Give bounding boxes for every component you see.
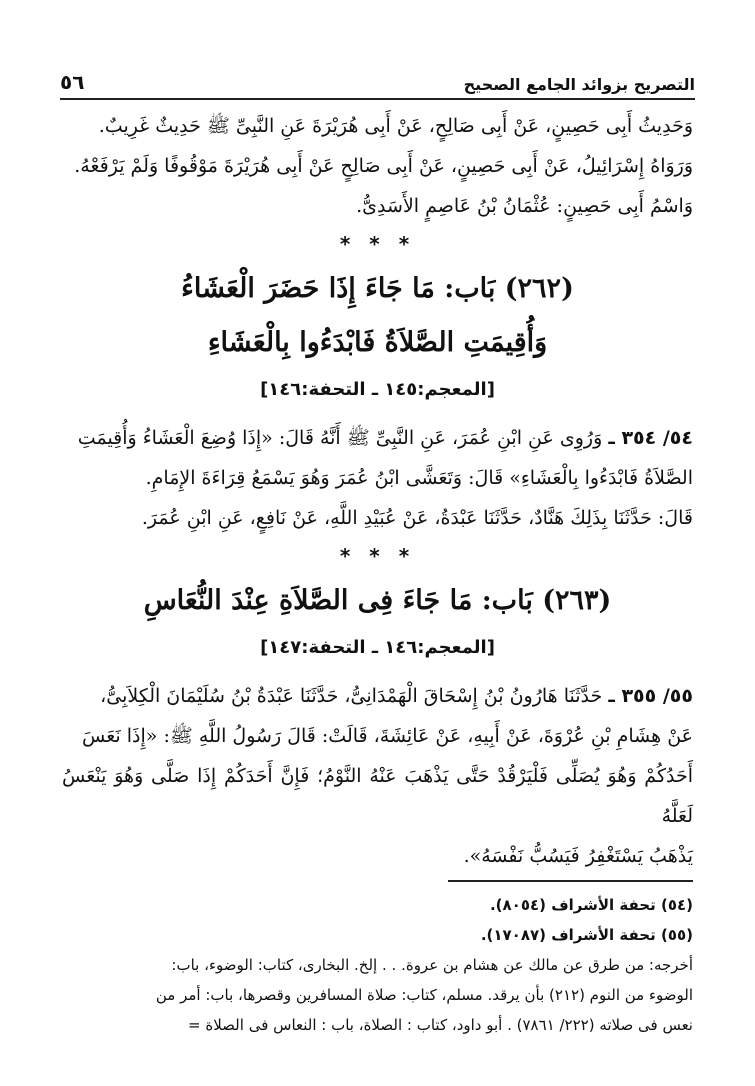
- hadith-number: ٥٤/ ٣٥٤ ـ: [608, 427, 693, 449]
- hadith-text: وَرُوِى عَنِ ابْنِ عُمَرَ، عَنِ النَّبِىِّ ﷺ أَنَّهُ قَالَ: «إِذَا وُضِعَ الْعَشَاءُ وَأُقِيمَتِ: [77, 427, 603, 449]
- footnotes: [62, 880, 693, 1040]
- hadith-354-line-3: قَالَ: حَدَّثَنَا بِذَلِكَ هَنَّادٌ، حَدَّثَنَا عَبْدَةُ، عَنْ عُبَيْدِ اللَّهِ، عَنْ نَافِعٍ، عَنِ ابْنِ عُمَرَ.: [141, 507, 693, 529]
- footnote-body-line-1: أخرجه: من طرق عن مالك عن هشام بن عروة. . . إلخ. البخارى، كتاب: الوضوء، باب:: [171, 956, 693, 974]
- footnote-body-line-2: الوضوء من النوم (٢١٢) بأن يرقد. مسلم، كتاب: صلاة المسافرين وقصرها، باب: أمر من: [155, 986, 693, 1004]
- hadith-number: ٥٥/ ٣٥٥ ـ: [608, 685, 693, 707]
- book-title: التصريح بزوائد الجامع الصحيح: [463, 75, 695, 94]
- hadith-355-line-2: عَنْ هِشَامِ بْنِ عُرْوَةَ، عَنْ أَبِيهِ، عَنْ عَائِشَةَ، قَالَتْ: قَالَ رَسُولُ اللَّهِ ﷺ: «إِذَا نَعَسَ: [82, 725, 693, 747]
- hadith-355-line-1: [62, 676, 693, 716]
- footnote-54: (٥٤) تحفة الأشراف (٨٠٥٤).: [489, 896, 693, 914]
- section-separator: * * *: [339, 232, 416, 256]
- hadith-354-line-2: الصَّلاَةُ فَابْدَءُوا بِالْعَشَاءِ» قَالَ: وَتَعَشَّى ابْنُ عُمَرَ وَهُوَ يَسْمَعُ قِرَاءَةَ الإِمَامِ.: [145, 467, 693, 489]
- hadith-355-line-3: أَحَدُكُمْ وَهُوَ يُصَلِّى فَلْيَرْقُدْ حَتَّى يَذْهَبَ عَنْهُ النَّوْمُ؛ فَإِنَّ أَحَدَكُمْ إِذَا صَلَّى وَهُوَ يَنْعَسُ لَعَلَّهُ: [62, 765, 693, 827]
- section-separator: * * *: [339, 544, 416, 568]
- chapter-reference-262: [المعجم:١٤٥ ـ التحفة:١٤٦]: [260, 379, 495, 400]
- footnote-body-line-3: نعس فى صلاته (٢٢٢/ ٧٨٦١) . أبو داود، كتاب : الصلاة، باب : النعاس فى الصلاة =: [188, 1016, 693, 1034]
- hadith-text: حَدَّثَنَا هَارُونُ بْنُ إِسْحَاقَ الْهَمْدَانِىُّ، حَدَّثَنَا عَبْدَةُ بْنُ سُلَيْمَانَ الْكِلاَبِىُّ،: [100, 685, 603, 707]
- chapter-reference-263: [المعجم:١٤٦ ـ التحفة:١٤٧]: [260, 637, 495, 658]
- intro-line-2: وَرَوَاهُ إِسْرَائِيلُ، عَنْ أَبِى حَصِينٍ، عَنْ أَبِى صَالِحٍ عَنْ أَبِى هُرَيْرَةَ مَوْقُوفًا وَلَمْ يَرْفَعْهُ.: [74, 155, 693, 177]
- chapter-title-263: (٢٦٣) بَاب: مَا جَاءَ فِى الصَّلاَةِ عِنْدَ النُّعَاسِ: [143, 585, 612, 616]
- intro-line-3: وَاسْمُ أَبِى حَصِينٍ: عُثْمَانُ بْنُ عَاصِمٍ الأَسَدِىُّ.: [356, 195, 693, 217]
- chapter-title-262-line-2: وَأُقِيمَتِ الصَّلاَةُ فَابْدَءُوا بِالْعَشَاءِ: [207, 327, 548, 358]
- footnote-55: (٥٥) تحفة الأشراف (١٧٠٨٧).: [480, 926, 693, 944]
- footnote-rule: [448, 880, 693, 882]
- hadith-354-line-1: [62, 418, 693, 458]
- page-number: ٥٦: [60, 70, 85, 94]
- main-text: [62, 106, 693, 876]
- chapter-title-262-line-1: (٢٦٢) بَاب: مَا جَاءَ إِذَا حَضَرَ الْعَشَاءُ: [181, 273, 574, 304]
- running-header: [60, 60, 695, 100]
- hadith-355-line-4: يَذْهَبُ يَسْتَغْفِرُ فَيَسُبُّ نَفْسَهُ».: [463, 845, 693, 867]
- intro-line-1: وَحَدِيثُ أَبِى حَصِينٍ، عَنْ أَبِى صَالِحٍ، عَنْ أَبِى هُرَيْرَةَ عَنِ النَّبِىِّ ﷺ حَدِيثٌ غَرِيبٌ.: [98, 115, 693, 137]
